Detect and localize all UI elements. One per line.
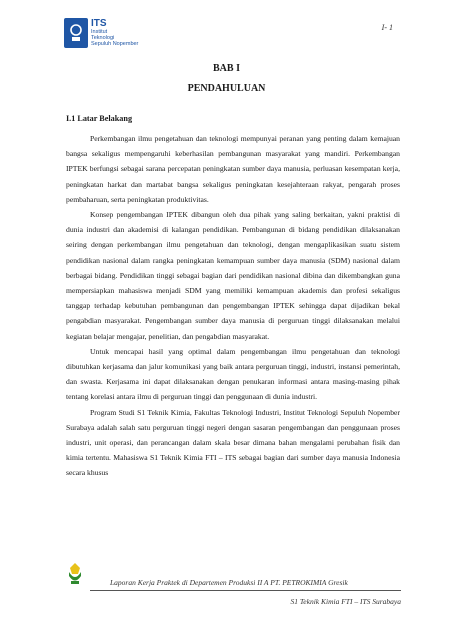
logo-sub-1: Institut [91, 29, 108, 35]
footer-report-title: Laporan Kerja Praktek di Departemen Produksi II A PT. PETROKIMIA Gresik [110, 578, 348, 587]
paragraph: Konsep pengembangan IPTEK dibangun oleh dua pihak yang saling berkaitan, yakni praktisi di dunia industri dan akademisi di kalangan pendidikan. Pembangunan di bidang pendidikan dilaksanakan seiring dengan perkembangan ilmu pengetahuan dan teknologi, dengan mengaplikasikan suatu sistem pendidikan nasional dalam rangka peningkatan kemampuan sumber daya manusia (SDM) nasional dalam berbagai bidang. Pendidikan tinggi sebagai bagian dari pendidikan nasional dibina dan dikembangkan guna mempersiapkan mahasiswa menjadi SDM yang memiliki kemampuan akademis dan profesi sekaligus tanggap terhadap kebutuhan pembangunan dan pengembangan IPTEK sehingga dapat dijadikan bekal pengabdian masyarakat. Pengembangan sumber daya manusia di perguruan tinggi dilaksanakan melalui kegiatan belajar mengajar, penelitian, dan pengabdian masyarakat. [66, 210, 400, 341]
footer-department: S1 Teknik Kimia FTI – ITS Surabaya [290, 597, 401, 606]
chapter-title: PENDAHULUAN [187, 83, 266, 94]
body-text [66, 131, 400, 481]
paragraph: Perkembangan ilmu pengetahuan dan teknologi mempunyai peranan yang penting dalam kemajuan bangsa sekaligus mempengaruhi keberhasilan pembangunan masyarakat yang mandiri. Perkembangan IPTEK berfungsi sebagai sarana percepatan peningkatan sumber daya manusia, perluasan kesempatan kerja, peningkatan harkat dan martabat bangsa sekaligus peningkatan kesejahteraan rakyat, pengarah proses pembaharuan, serta peningkatan produktivitas. [66, 134, 400, 204]
paragraph: Untuk mencapai hasil yang optimal dalam pengembangan ilmu pengetahuan dan teknologi dibutuhkan kerjasama dan jalur komunikasi yang baik antara perguruan tinggi, industri, instansi pemerintah, dan swasta. Kerjasama ini dapat dilaksanakan dengan penukaran informasi antara masing-masing pihak tentang korelasi antara ilmu di perguruan tinggi dan penggunaan di dunia industri. [66, 346, 400, 402]
petrokimia-logo-icon [66, 562, 84, 586]
logo-sub-3: Sepuluh Nopember [91, 41, 139, 47]
its-emblem-icon [67, 22, 85, 44]
logo-its-label: ITS [91, 18, 107, 29]
its-logo [64, 16, 150, 50]
its-logo-mark [64, 18, 88, 48]
section-heading: I.1 Latar Belakang [66, 114, 133, 123]
its-logo-text [91, 19, 138, 47]
footer-divider [90, 590, 401, 591]
page-number: I- 1 [381, 23, 393, 32]
chapter-number: BAB I [213, 63, 240, 74]
paragraph: Program Studi S1 Teknik Kimia, Fakultas Teknologi Industri, Institut Teknologi Sepuluh Nopember Surabaya adalah salah satu perguruan tinggi negeri dengan sasaran pengembangan dan penggunaan proses industri, unit operasi, dan perancangan dalam skala besar dimana bahan mengalami perubahan fisik dan kimia tertentu. Mahasiswa S1 Teknik Kimia FTI – ITS sebagai bagian dari sumber daya manusia Indonesia secara khusus [66, 407, 400, 478]
logo-sub-2: Teknologi [91, 35, 115, 41]
